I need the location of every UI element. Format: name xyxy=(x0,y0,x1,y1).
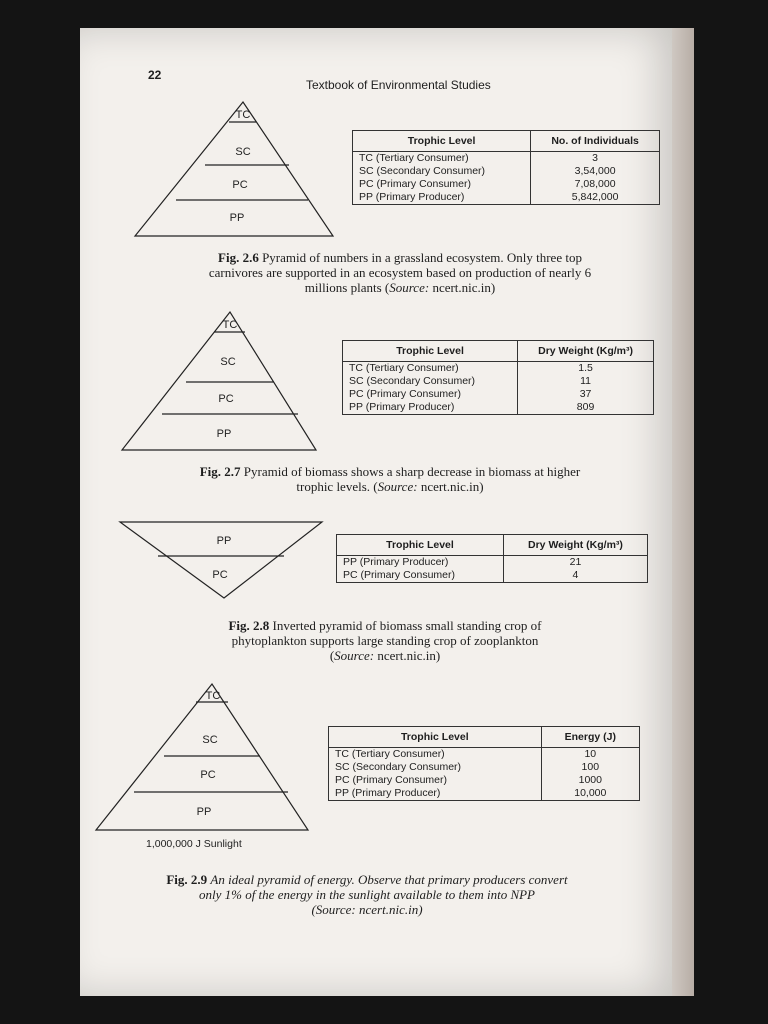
page-number: 22 xyxy=(148,68,162,82)
inverted-pyramid-of-biomass xyxy=(116,518,326,602)
level-tc: TC xyxy=(222,319,238,331)
level-pc: PC xyxy=(218,393,234,405)
caption-line: trophic levels. ( xyxy=(296,479,378,494)
caption-fig-2-9 xyxy=(92,872,642,917)
caption-line: ncert.nic.in) xyxy=(374,648,441,663)
row-value: 5,842,000 xyxy=(531,191,660,205)
level-tc: TC xyxy=(205,690,221,702)
row-level: PC (Primary Consumer) xyxy=(343,388,518,401)
row-level: PC (Primary Consumer) xyxy=(353,178,531,191)
caption-label: Fig. 2.6 xyxy=(218,250,259,265)
col-energy: Energy (J) xyxy=(541,727,639,748)
level-pc: PC xyxy=(212,569,228,581)
page-edge xyxy=(672,28,694,996)
caption-line: Pyramid of biomass shows a sharp decrease in biomass at higher xyxy=(243,464,581,479)
level-pp: PP xyxy=(196,806,212,818)
col-trophic-level: Trophic Level xyxy=(329,727,542,748)
pyramid-of-biomass xyxy=(118,310,333,452)
row-value: 10,000 xyxy=(541,787,639,801)
level-tc: TC xyxy=(235,109,251,121)
row-level: TC (Tertiary Consumer) xyxy=(353,152,531,166)
level-pc: PC xyxy=(200,769,216,781)
row-level: SC (Secondary Consumer) xyxy=(343,375,518,388)
caption-line: An ideal pyramid of energy. Observe that primary producers convert xyxy=(210,872,568,887)
level-sc: SC xyxy=(235,146,251,158)
row-value: 21 xyxy=(503,556,647,570)
row-level: PC (Primary Consumer) xyxy=(337,569,504,583)
row-value: 11 xyxy=(518,375,654,388)
row-level: SC (Secondary Consumer) xyxy=(329,761,542,774)
row-value: 1000 xyxy=(541,774,639,787)
caption-label: Fig. 2.8 xyxy=(228,618,270,633)
row-value: 37 xyxy=(518,388,654,401)
col-trophic-level: Trophic Level xyxy=(337,535,504,556)
caption-fig-2-6 xyxy=(140,250,660,295)
row-value: 3 xyxy=(531,152,660,166)
caption-label: Fig. 2.9 xyxy=(166,872,208,887)
row-value: 100 xyxy=(541,761,639,774)
caption-source: Source: xyxy=(377,479,418,494)
table-energy xyxy=(328,726,640,801)
row-level: PP (Primary Producer) xyxy=(343,401,518,415)
sunlight-label: 1,000,000 J Sunlight xyxy=(146,838,242,850)
row-level: PC (Primary Consumer) xyxy=(329,774,542,787)
row-level: TC (Tertiary Consumer) xyxy=(343,362,518,376)
level-pc: PC xyxy=(232,179,248,191)
caption-line: Inverted pyramid of biomass small standing crop of xyxy=(272,618,542,633)
running-head: Textbook of Environmental Studies xyxy=(306,78,491,92)
col-individuals: No. of Individuals xyxy=(531,131,660,152)
row-value: 3,54,000 xyxy=(531,165,660,178)
caption-line: phytoplankton supports large standing crop of zooplankton xyxy=(231,633,539,648)
pyramid-of-energy xyxy=(92,682,314,834)
caption-line: Pyramid of numbers in a grassland ecosystem. Only three top xyxy=(262,250,582,265)
table-inverted-biomass xyxy=(336,534,648,583)
col-dry-weight: Dry Weight (Kg/m³) xyxy=(503,535,647,556)
caption-source: Source: xyxy=(334,648,375,663)
level-sc: SC xyxy=(220,356,236,368)
row-level: PP (Primary Producer) xyxy=(337,556,504,570)
row-value: 1.5 xyxy=(518,362,654,376)
caption-line: ncert.nic.in) xyxy=(417,479,484,494)
caption-line: ( xyxy=(329,648,335,663)
caption-label: Fig. 2.7 xyxy=(199,464,241,479)
caption-source: Source: xyxy=(389,280,430,295)
level-pp: PP xyxy=(216,535,232,547)
pyramid-of-numbers xyxy=(130,100,340,240)
table-biomass xyxy=(342,340,654,415)
row-value: 7,08,000 xyxy=(531,178,660,191)
col-dry-weight: Dry Weight (Kg/m³) xyxy=(518,341,654,362)
col-trophic-level: Trophic Level xyxy=(353,131,531,152)
caption-fig-2-7 xyxy=(130,464,650,494)
row-level: SC (Secondary Consumer) xyxy=(353,165,531,178)
caption-line: carnivores are supported in an ecosystem based on production of nearly 6 xyxy=(208,265,592,280)
caption-source: (Source: ncert.nic.in) xyxy=(311,902,423,917)
caption-line: only 1% of the energy in the sunlight available to them into NPP xyxy=(198,887,535,902)
level-sc: SC xyxy=(202,734,218,746)
level-pp: PP xyxy=(216,428,232,440)
row-level: PP (Primary Producer) xyxy=(353,191,531,205)
table-numbers xyxy=(352,130,660,205)
row-level: TC (Tertiary Consumer) xyxy=(329,748,542,762)
caption-fig-2-8 xyxy=(170,618,600,663)
caption-line: ncert.nic.in) xyxy=(429,280,496,295)
row-value: 4 xyxy=(503,569,647,583)
row-level: PP (Primary Producer) xyxy=(329,787,542,801)
col-trophic-level: Trophic Level xyxy=(343,341,518,362)
row-value: 10 xyxy=(541,748,639,762)
level-pp: PP xyxy=(229,212,245,224)
row-value: 809 xyxy=(518,401,654,415)
caption-line: millions plants ( xyxy=(304,280,390,295)
